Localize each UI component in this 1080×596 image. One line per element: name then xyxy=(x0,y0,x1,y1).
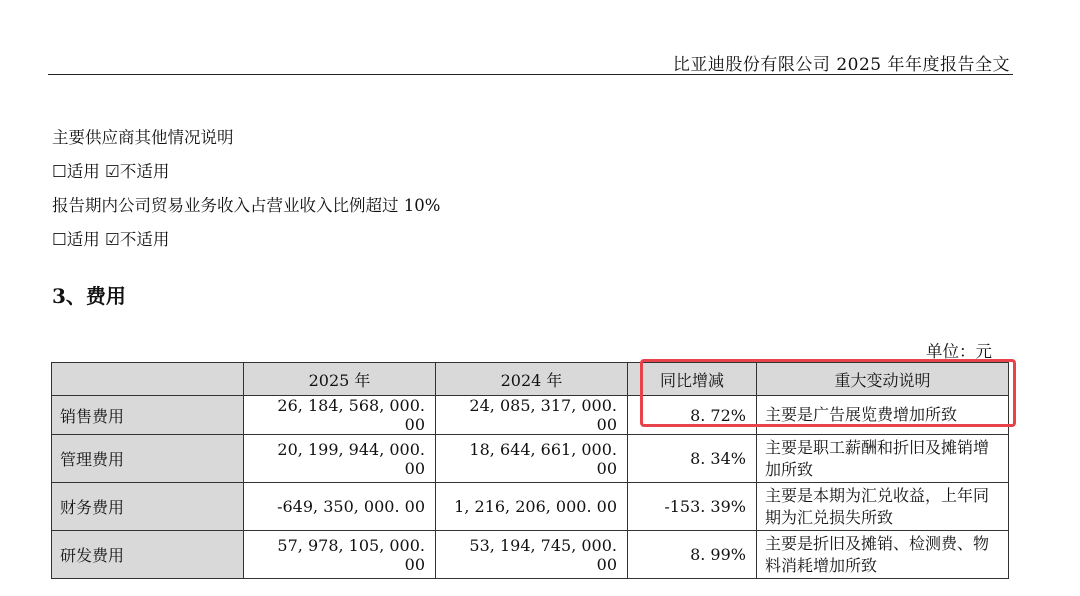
row-name: 管理费用 xyxy=(52,435,244,483)
trade-ratio-text: 报告期内公司贸易业务收入占营业收入比例超过 10% xyxy=(52,196,441,215)
row-2025: 57, 978, 105, 000. 00 xyxy=(244,531,436,579)
header-rule xyxy=(48,74,1013,75)
report-header-title: 比亚迪股份有限公司 2025 年年度报告全文 xyxy=(672,55,1010,75)
row-2024: 1, 216, 206, 000. 00 xyxy=(436,483,628,531)
row-2025: 26, 184, 568, 000. 00 xyxy=(244,396,436,435)
row-note: 主要是本期为汇兑收益，上年同期为汇兑损失所致 xyxy=(757,483,1009,531)
row-note: 主要是职工薪酬和折旧及摊销增加所致 xyxy=(757,435,1009,483)
applicability-option-2: ☐适用 ☑不适用 xyxy=(52,230,170,249)
table-row xyxy=(52,531,1009,579)
row-note: 主要是广告展览费增加所致 xyxy=(757,396,1009,435)
supplier-note-title: 主要供应商其他情况说明 xyxy=(52,128,234,147)
highlight-box xyxy=(640,359,1016,427)
table-row xyxy=(52,435,1009,483)
header-note: 重大变动说明 xyxy=(757,363,1009,396)
row-2025: -649, 350, 000. 00 xyxy=(244,483,436,531)
header-change: 同比增减 xyxy=(628,363,757,396)
row-2024: 18, 644, 661, 000. 00 xyxy=(436,435,628,483)
row-name: 研发费用 xyxy=(52,531,244,579)
row-name: 财务费用 xyxy=(52,483,244,531)
row-note: 主要是折旧及摊销、检测费、物料消耗增加所致 xyxy=(757,531,1009,579)
header-2025: 2025 年 xyxy=(244,363,436,396)
header-2024: 2024 年 xyxy=(436,363,628,396)
row-2024: 24, 085, 317, 000. 00 xyxy=(436,396,628,435)
applicability-option-1: ☐适用 ☑不适用 xyxy=(52,162,170,181)
row-2025: 20, 199, 944, 000. 00 xyxy=(244,435,436,483)
section-title: 3、费用 xyxy=(52,284,126,308)
row-change: 8. 72% xyxy=(628,396,757,435)
unit-label: 单位：元 xyxy=(926,342,992,361)
row-change: -153. 39% xyxy=(628,483,757,531)
row-change: 8. 34% xyxy=(628,435,757,483)
row-name: 销售费用 xyxy=(52,396,244,435)
header-blank xyxy=(52,363,244,396)
row-2024: 53, 194, 745, 000. 00 xyxy=(436,531,628,579)
table-row xyxy=(52,483,1009,531)
row-change: 8. 99% xyxy=(628,531,757,579)
